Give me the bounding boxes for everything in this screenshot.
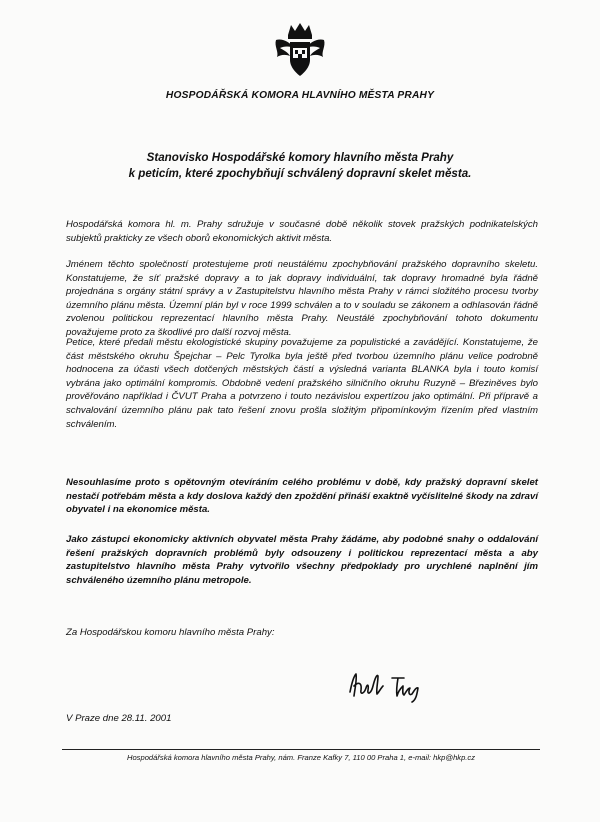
paragraph-protest: Jménem těchto společností protestujeme proti neustálému zpochybňování pražského dopravního skeletu. Konstatujeme, že síť pražské dopravy a to jak dopravy individuální, tak dopravy hromadné byla řádně projednána s orgány státní správy a v Zastupitelstvu hlavního města Prahy v rámci složitého procesu tvorby územního plánu města. Územní plán byl v roce 1999 schválen a to v souladu se zákonem a odhlasován řádně zvolenou politickou reprezentací hlavního města Prahy. Neustálé zpochybňování tohoto dokumentu považujeme proto za škodlivé pro další rozvoj města. — [66, 259, 538, 338]
organization-header: HOSPODÁŘSKÁ KOMORA HLAVNÍHO MĚSTA PRAHY — [165, 90, 435, 101]
footer-address: Hospodářská komora hlavního města Prahy, nám. Franze Kafky 7, 110 00 Praha 1, e-mail: hkp@hkp.cz — [126, 753, 476, 762]
place-and-date: V Praze dne 28.11. 2001 — [66, 713, 172, 724]
document-title — [40, 150, 560, 181]
handwritten-signature — [346, 668, 436, 704]
title-line-2: k peticím, které zpochybňují schválený dopravní skelet města. — [128, 166, 472, 180]
closing-line: Za Hospodářskou komoru hlavního města Prahy: — [66, 627, 275, 638]
paragraph-disagreement: Nesouhlasíme proto s opětovným otevíráním celého problému v době, kdy pražský dopravní skelet nestačí potřebám města a kdy doslova každý den zpoždění přináší exaktně vyčíslitelné škody na zdraví obyvatel i na ekonomice města. — [66, 477, 538, 516]
paragraph-intro: Hospodářská komora hl. m. Prahy sdružuje v současné době několik stovek pražských podnikatelských subjektů prakticky ze všech oborů ekonomických aktivit města. — [66, 219, 538, 244]
paragraph-petitions: Petice, které předali městu ekologistické skupiny považujeme za populistické a zavádějící. Konstatujeme, že část městského okruhu Špejchar – Pelc Tyrolka byla ještě před tvorbou územního plánu velice podrobně hodnocena za účasti všech dotčených městských částí a výsledná varianta BLANKA byla i touto komisí vybrána jako optimální kompromis. Obdobně vedení pražského silničního okruhu Ruzyně – Březiněves bylo prověřováno například i ČVUT Praha a potvrzeno i touto nezávislou expertízou jako optimální. Při přípravě a schvalování územního plánu pak tato řešení znovu prošla složitým připomínkovým řízením před vlastním schválením. — [66, 337, 538, 430]
paragraph-request: Jako zástupci ekonomicky aktivních obyvatel města Prahy žádáme, aby podobné snahy o oddalování řešení pražských dopravních problémů byly odsouzeny i politickou reprezentací města a aby zastupitelstvo hlavního města Prahy vytvořilo všechny předpoklady pro urychlené naplnění jím schváleného územního plánu metropole. — [66, 534, 538, 586]
footer-divider — [62, 749, 540, 750]
prague-chamber-crest-icon — [272, 22, 328, 80]
title-line-1: Stanovisko Hospodářské komory hlavního města Prahy — [146, 151, 454, 164]
